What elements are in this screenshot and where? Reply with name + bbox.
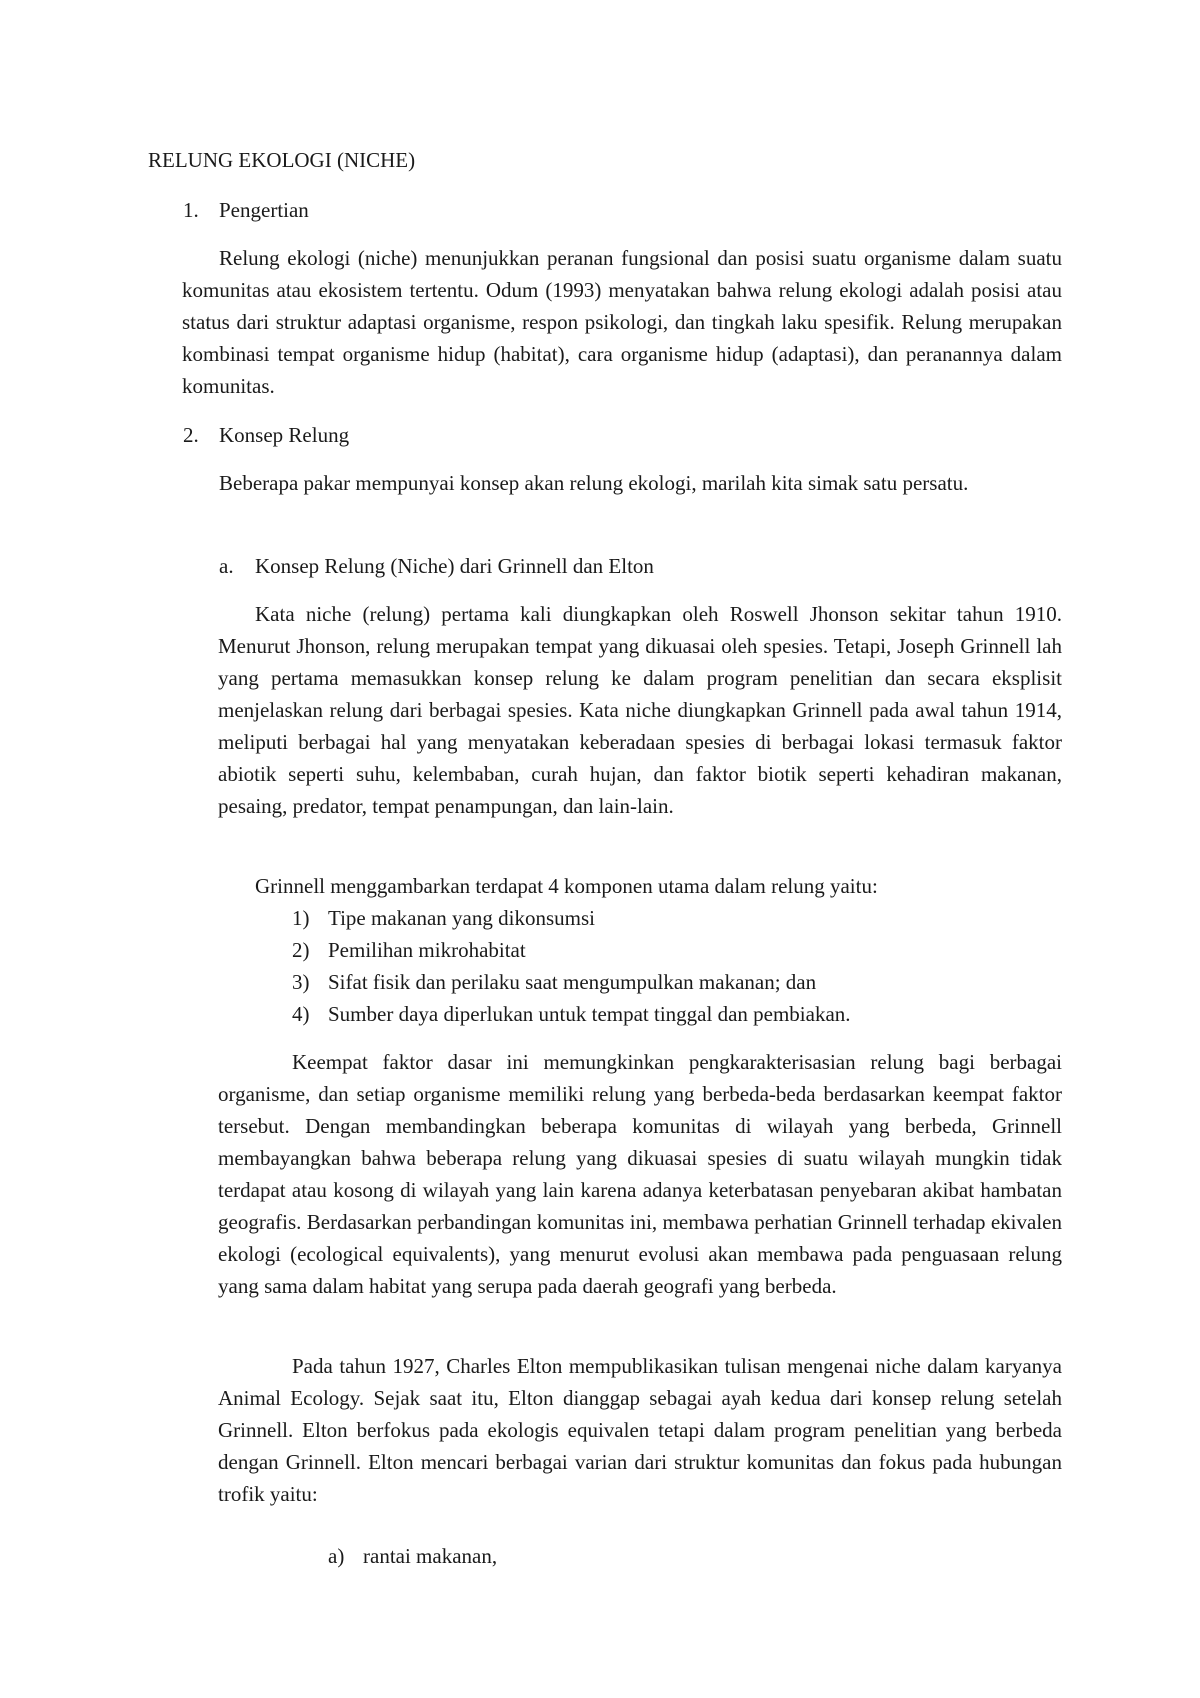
components-list-intro: Grinnell menggambarkan terdapat 4 komponen utama dalam relung yaitu:	[255, 874, 878, 898]
section-1-heading: Pengertian	[219, 198, 309, 222]
document-title: RELUNG EKOLOGI (NICHE)	[148, 148, 416, 172]
list-item-text: Tipe makanan yang dikonsumsi	[328, 906, 595, 930]
subsection-a-heading: Konsep Relung (Niche) dari Grinnell dan Elton	[255, 554, 654, 578]
section-1-paragraph: Relung ekologi (niche) menunjukkan peranan fungsional dan posisi suatu organisme dalam suatu komunitas atau ekosistem tertentu. Odum (1993) menyatakan bahwa relung ekologi adalah posisi atau status dari struktur adaptasi organisme, respon psikologi, dan tingkah laku spesifik. Relung merupakan kombinasi tempat organisme hidup (habitat), cara organisme hidup (adaptasi), dan peranannya dalam komunitas.	[182, 246, 1062, 398]
list-item-number: a)	[328, 1544, 345, 1568]
list-item-text: Pemilihan mikrohabitat	[328, 938, 526, 962]
list-item-number: 3)	[292, 970, 310, 994]
subsection-a-paragraph-1: Kata niche (relung) pertama kali diungkapkan oleh Roswell Jhonson sekitar tahun 1910. Menurut Jhonson, relung merupakan tempat yang dikuasai oleh spesies. Tetapi, Joseph Grinnell lah yang pertama memasukkan konsep relung ke dalam program penelitian dan secara eksplisit menjelaskan relung dari berbagai spesies. Kata niche diungkapkan Grinnell pada awal tahun 1914, meliputi berbagai hal yang menyatakan keberadaan spesies di berbagai lokasi termasuk faktor abiotik seperti suhu, kelembaban, curah hujan, dan faktor biotik seperti kehadiran makanan, pesaing, predator, tempat penampungan, dan lain-lain.	[218, 602, 1062, 818]
list-item-text: Sumber daya diperlukan untuk tempat tinggal dan pembiakan.	[328, 1002, 851, 1026]
section-2-number: 2.	[183, 423, 199, 447]
subsection-a-paragraph-2: Keempat faktor dasar ini memungkinkan pengkarakterisasian relung bagi berbagai organisme, dan setiap organisme memiliki relung yang berbeda-beda berdasarkan keempat faktor tersebut. Dengan membandingkan beberapa komunitas di wilayah yang berbeda, Grinnell membayangkan bahwa beberapa relung yang dikuasai spesies di suatu wilayah mungkin tidak terdapat atau kosong di wilayah yang lain karena adanya keterbatasan penyebaran akibat hambatan geografis. Berdasarkan perbandingan komunitas ini, membawa perhatian Grinnell terhadap ekivalen ekologi (ecological equivalents), yang menurut evolusi akan membawa pada penguasaan relung yang sama dalam habitat yang serupa pada daerah geografi yang berbeda.	[218, 1050, 1062, 1298]
subsection-a-paragraph-3: Pada tahun 1927, Charles Elton mempublikasikan tulisan mengenai niche dalam karyanya Animal Ecology. Sejak saat itu, Elton dianggap sebagai ayah kedua dari konsep relung setelah Grinnell. Elton berfokus pada ekologis equivalen tetapi dalam program penelitian yang berbeda dengan Grinnell. Elton mencari berbagai varian dari struktur komunitas dan fokus pada hubungan trofik yaitu:	[218, 1354, 1062, 1506]
list-item-number: 2)	[292, 938, 310, 962]
list-item-number: 1)	[292, 906, 310, 930]
section-2-paragraph: Beberapa pakar mempunyai konsep akan relung ekologi, marilah kita simak satu persatu.	[219, 471, 969, 495]
list-item-text: Sifat fisik dan perilaku saat mengumpulkan makanan; dan	[328, 970, 817, 994]
section-1-number: 1.	[183, 198, 199, 222]
list-item-number: 4)	[292, 1002, 310, 1026]
section-2-heading: Konsep Relung	[219, 423, 350, 447]
subsection-a-letter: a.	[219, 554, 234, 578]
list-item-text: rantai makanan,	[363, 1544, 498, 1568]
